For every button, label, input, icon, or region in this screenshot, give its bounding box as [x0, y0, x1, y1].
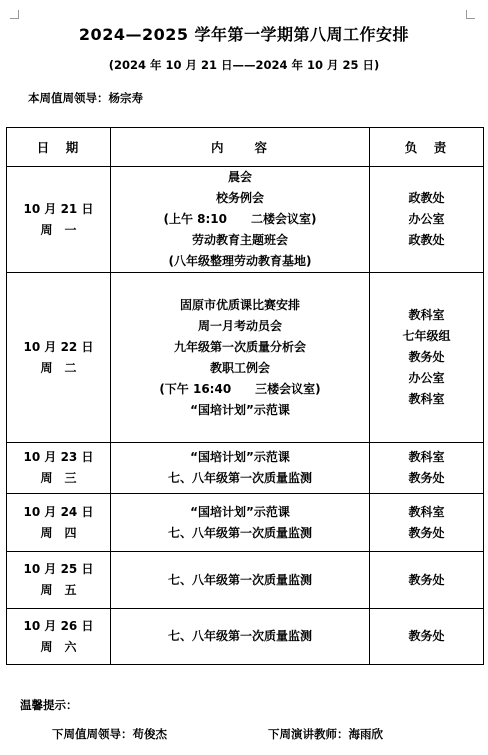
table-row: [7, 167, 484, 273]
owner-line: 教务处: [408, 629, 445, 643]
content-cell: [111, 443, 370, 494]
date-line: 10 月 25 日: [23, 562, 94, 576]
weekday-line: 周 三: [40, 471, 77, 485]
owner-line: 教科室: [408, 308, 445, 322]
date-line: 10 月 23 日: [23, 450, 94, 464]
table-row: [7, 494, 484, 552]
owner-line: 教科室: [408, 392, 445, 406]
content-line: (上午 8:10 二楼会议室): [163, 212, 317, 226]
content-line: 校务例会: [215, 191, 264, 205]
header-date: 日 期: [7, 128, 111, 167]
owner-line: 教务处: [408, 471, 445, 485]
content-line: (八年级整理劳动教育基地): [168, 254, 312, 268]
content-line: 晨会: [227, 170, 252, 184]
owner-line: 办公室: [408, 212, 445, 226]
owner-line: 政教处: [408, 191, 445, 205]
table-row: [7, 273, 484, 443]
content-line: 九年级第一次质量分析会: [173, 339, 306, 354]
date-cell: [7, 609, 111, 665]
content-line: 周一月考动员会: [197, 318, 282, 333]
content-cell: [111, 552, 370, 609]
date-line: 10 月 21 日: [23, 201, 94, 216]
content-line: 固原市优质课比赛安排: [179, 297, 300, 312]
owner-cell: [370, 443, 484, 494]
weekday-line: 周 六: [40, 639, 77, 654]
owner-cell: [370, 552, 484, 609]
owner-line: 七年级组: [402, 329, 451, 343]
owner-cell: [370, 273, 484, 443]
content-line: 七、八年级第一次质量监测: [167, 471, 312, 485]
tips-label: 温馨提示：: [20, 698, 78, 712]
date-cell: [7, 167, 111, 273]
content-cell: [111, 167, 370, 273]
owner-line: 政教处: [408, 233, 445, 247]
weekday-line: 周 一: [40, 222, 77, 237]
date-cell: [7, 494, 111, 552]
date-cell: [7, 552, 111, 609]
content-cell: [111, 494, 370, 552]
date-line: 10 月 22 日: [23, 339, 94, 354]
weekday-line: 周 五: [40, 583, 77, 597]
next-week-speaker: 下周演讲教师：海雨欣: [268, 727, 383, 741]
date-line: 10 月 26 日: [23, 618, 94, 633]
date-line: 10 月 24 日: [23, 504, 94, 519]
weekday-line: 周 二: [40, 360, 77, 375]
content-line: 七、八年级第一次质量监测: [167, 572, 312, 587]
next-week-leader: 下周值周领导：苟俊杰: [52, 727, 167, 741]
date-cell: [7, 273, 111, 443]
page-corner-mark-right: [466, 10, 475, 19]
schedule-table: [6, 127, 484, 665]
owner-line: 教务处: [408, 572, 445, 587]
document-title: 2024—2025 学年第一学期第八周工作安排: [78, 25, 410, 44]
content-line: “国培计划”示范课: [190, 504, 290, 519]
owner-line: 教科室: [408, 504, 445, 519]
content-cell: [111, 609, 370, 665]
content-line: 劳动教育主题班会: [191, 233, 288, 247]
table-row: [7, 609, 484, 665]
date-cell: [7, 443, 111, 494]
content-line: 教职工例会: [209, 360, 270, 375]
owner-cell: [370, 609, 484, 665]
owner-line: 教务处: [408, 350, 445, 364]
owner-cell: [370, 167, 484, 273]
owner-line: 办公室: [408, 371, 445, 385]
page-corner-mark-left: [10, 10, 19, 19]
owner-line: 教务处: [408, 525, 445, 540]
table-row: [7, 552, 484, 609]
weekday-line: 周 四: [40, 525, 77, 540]
table-header-row: [7, 128, 484, 167]
owner-cell: [370, 494, 484, 552]
header-content: 内 容: [111, 128, 370, 167]
content-line: 七、八年级第一次质量监测: [167, 525, 312, 540]
duty-leader: 本周值周领导：杨宗寿: [28, 91, 143, 105]
content-line: (下午 16:40 三楼会议室): [159, 381, 321, 396]
content-line: “国培计划”示范课: [190, 402, 290, 417]
content-line: “国培计划”示范课: [190, 450, 290, 464]
content-line: 七、八年级第一次质量监测: [167, 629, 312, 643]
table-row: [7, 443, 484, 494]
header-owner: 负 责: [370, 128, 484, 167]
owner-line: 教科室: [408, 450, 445, 464]
content-cell: [111, 273, 370, 443]
date-range-subtitle: (2024 年 10 月 21 日——2024 年 10 月 25 日): [108, 58, 380, 72]
